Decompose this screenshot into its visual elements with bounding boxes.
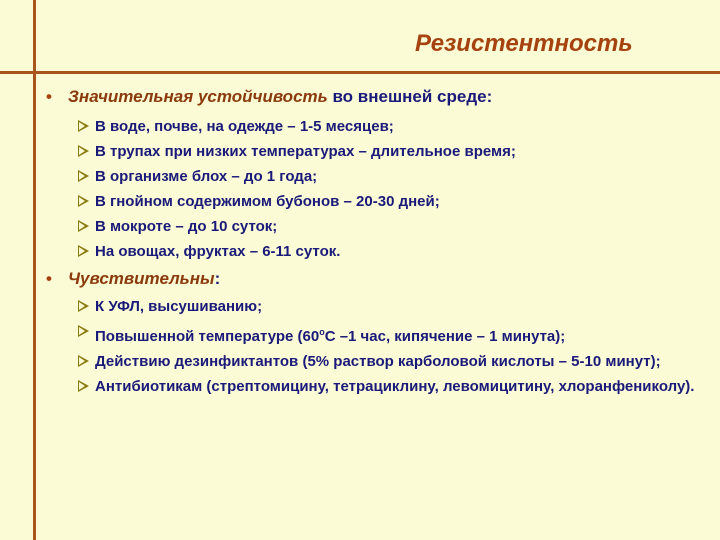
list-item-text: В мокроте – до 10 суток; <box>95 218 278 235</box>
degree-superscript: о <box>319 327 325 337</box>
list-item <box>78 298 706 316</box>
list-item <box>78 193 706 211</box>
arrow-bullet-icon <box>78 120 89 132</box>
list-item <box>78 353 706 371</box>
bullet-dot-icon: • <box>46 269 52 288</box>
list-item-text: Повышенной температуре (60 <box>95 328 320 345</box>
list-item <box>78 243 706 261</box>
arrow-bullet-icon <box>78 220 89 232</box>
slide-title: Резистентность <box>415 30 633 57</box>
list-item-text-continued: С –1 час, кипячение – 1 минута); <box>324 328 566 345</box>
vertical-divider <box>33 0 36 540</box>
bullet-text: во внешней среде: <box>327 87 493 106</box>
list-item-text: На овощах, фруктах – 6-11 суток. <box>95 243 341 260</box>
resistance-list <box>46 118 706 261</box>
arrow-bullet-icon <box>78 170 89 182</box>
bullet-emphasis: Чувствительны <box>68 269 215 288</box>
sensitivity-list <box>46 298 706 396</box>
arrow-bullet-icon <box>78 325 89 337</box>
bullet-resistance <box>46 86 706 108</box>
bullet-sensitivity <box>46 268 706 290</box>
list-item <box>78 323 706 346</box>
list-item-text: В гнойном содержимом бубонов – 20-30 дней; <box>95 193 440 210</box>
horizontal-divider <box>0 71 720 74</box>
arrow-bullet-icon <box>78 380 89 392</box>
bullet-emphasis: Значительная устойчивость <box>68 87 328 106</box>
list-item-text: Действию дезинфиктантов (5% раствор карболовой кислоты – 5-10 минут); <box>95 353 661 370</box>
list-item-text: В трупах при низких температурах – длительное время; <box>95 143 516 160</box>
list-item <box>78 143 706 161</box>
list-item-text: К УФЛ, высушиванию; <box>95 298 263 315</box>
list-item <box>78 168 706 186</box>
slide-content <box>46 86 706 403</box>
list-item <box>78 378 706 396</box>
arrow-bullet-icon <box>78 145 89 157</box>
arrow-bullet-icon <box>78 195 89 207</box>
arrow-bullet-icon <box>78 245 89 257</box>
bullet-dot-icon: • <box>46 87 52 106</box>
list-item-text: Антибиотикам (стрептомицину, тетрациклину, левомицитину, хлоранфениколу). <box>95 378 695 395</box>
list-item-text: В воде, почве, на одежде – 1-5 месяцев; <box>95 118 394 135</box>
bullet-text: : <box>214 269 221 288</box>
list-item <box>78 118 706 136</box>
arrow-bullet-icon <box>78 355 89 367</box>
list-item <box>78 218 706 236</box>
arrow-bullet-icon <box>78 300 89 312</box>
list-item-text: В организме блох – до 1 года; <box>95 168 318 185</box>
